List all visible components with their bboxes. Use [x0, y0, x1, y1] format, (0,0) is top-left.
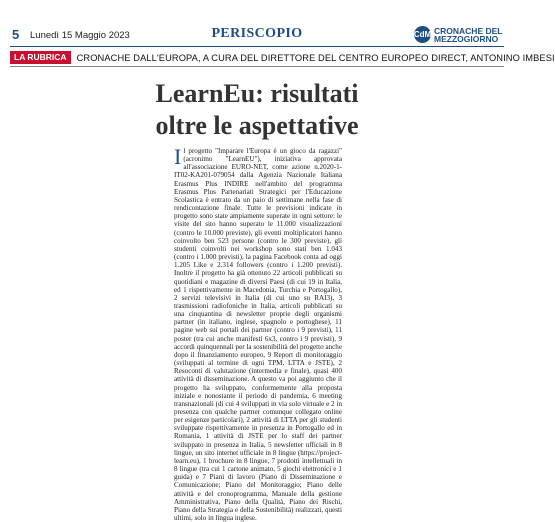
page-header: [0, 0, 514, 48]
article-body: [174, 144, 342, 522]
headline-line-2: oltre le aspettative: [155, 111, 359, 140]
rubrica-tag: LA RUBRICA: [10, 51, 71, 64]
rubrica-bar: [10, 51, 555, 64]
issue-date: Lunedì 15 Maggio 2023: [30, 30, 130, 41]
rubrica-title: CRONACHE DALL'EUROPA, A CURA DEL DIRETTORE DEL CENTRO EUROPEO DIRECT, ANTONINO IMBESI: [76, 52, 555, 63]
header-rule: [10, 46, 504, 47]
headline-line-1: LearnEu: risultati: [155, 79, 359, 108]
rubrica-rule: [10, 66, 504, 67]
drop-cap: I: [174, 144, 182, 169]
section-title: PERISCOPIO: [211, 26, 303, 41]
logo-mark-icon: CdM: [414, 26, 431, 43]
page-number: 5: [12, 27, 20, 42]
newspaper-logo: [414, 26, 504, 43]
article-headline: [0, 78, 514, 142]
logo-text: CRONACHE DEL MEZZOGIORNO: [434, 25, 503, 44]
article-text: l progetto "Imparare l'Europa è un gioco da ragazzi" (acronimo "LearnEU"), iniziativa approvata all'associazione EURO-NET, come azione n.2020-1-IT02-KA201-079054 dalla Agenzia Nazionale Italiana Erasmus Plus INDIRE nell'ambito del programma Erasmus Plus Partenariati Strategici per l'Educazione Scolastica è entrato da un paio di settimane nella fase di rendicontazione finale. Tutte le previsioni indicate in progetto sono state ampiamente superate in ogni settore: le visite del sito hanno superato le 11.000 visualizzazioni (contro le 10.000 previste), gli eventi moltiplicatori hanno coinvolto ben 523 persone (contro le 300 previste), gli studenti coinvolti nei workshop sono stati ben 1.043 (contro i 1.000 previsti), la pagina Facebook conta ad oggi 1.205 Like e 2.314 followers (contro i 1.200 previsti). Inoltre il progetto ha già ottenuto 22 articoli pubblicati su quotidiani e magazine di diversi Paesi (di cui 19 in Italia, ed 1 rispettivamente in Macedonia, Turchia e Portogallo), 2 servizi televisivi in Italia (di cui uno su RAI3), 3 trasmissioni radiofoniche in Italia, articoli pubblicati su una cinquantina di newsletter proprie degli organismi partner (in italiano, inglese, spagnolo e portoghese), 11 pagine web sui portali dei partner (contro i 9 previsti), 11 poster (tra cui anche manifesti 6x3, contro i 9 previsti), 9 accordi quinquennali per la sostenibilità del progetto anche dopo il finanziamento europeo, 9 Report di monitoraggio (sviluppati al termine di ogni TPM, LTTA e JSTE), 2 Resoconti di valutazione (intermedia e finale), quasi 400 attività di disseminazione. A questo va poi aggiunto che il progetto ha sviluppato, conformemente alla proposta iniziale e nonostante il periodo di pandemia, 6 meeting transnazionali (di cui 4 sviluppati in via solo virtuale e 2 in presenza con qualche partner comunque collegato online per esigenze particolari), 2 attività di LTTA per gli studenti sviluppate rispettivamente in presenza in Portogallo ed in Romania, 1 attività di JSTE per lo staff dei partner sviluppato in presenza in Italia, 5 newsletter ufficiali in 8 lingue, un sito internet ufficiale in 8 lingue (https://project-learn.eu), 1 brochure in 8 lingue, 7 prodotti intellettuali in 8 lingue (tra cui 1 cartone animato, 5 giochi elettronici e 1 guida) e 7 Piani di lavoro (Piano di Disseminazione e Comunicazione; Piano del Monitoraggio; Piano delle attività e del cronoprogramma, Manuale della gestione Amministrativa, Piano della Qualità, Piano dei Rischi, Piano della Strategia e della Sostenibilità) realizzati, questi ultimi, solo in lingua inglese.: [174, 147, 342, 522]
